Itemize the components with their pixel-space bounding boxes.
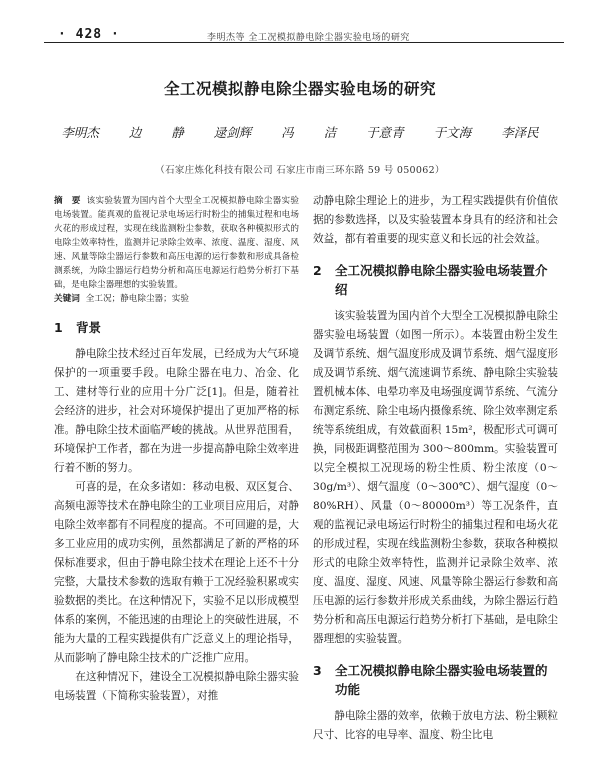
section-2-title: 全工况模拟静电除尘器实验电场装置介绍 (335, 263, 548, 297)
left-column (54, 194, 299, 706)
section-1-title: 背景 (76, 320, 102, 335)
right-column (313, 192, 558, 745)
section-1-number: 1 (54, 320, 63, 335)
author-list: 李明杰 边 静 逯剑辉 冯 洁 于意青 于文海 李泽民 (61, 125, 539, 140)
header-rule (44, 42, 564, 43)
affiliation: （石家庄炼化科技有限公司 石家庄市南三环东路 59 号 050062） (155, 165, 445, 176)
running-title: 李明杰等 全工况模拟静电除尘器实验电场的研究 (207, 33, 410, 43)
page-number: · 428 · (58, 27, 120, 42)
section-1-body (54, 345, 299, 706)
paragraph: 静电除尘技术经过百年发展，已经成为大气环境保护的一项重要手段。电除尘器在电力、冶金、化工、建材等行业的应用十分广泛[1]。但是，随着社会经济的进步，社会对环境保护提出了更加严格的标准。静电除尘技术面临严峻的挑战。从世界范围看，环境保护工作者，都在为进一步提高静电除尘效率进行着不断的努力。 (54, 348, 299, 474)
section-3-number: 3 (313, 663, 322, 678)
abstract-label: 摘 要 (54, 196, 81, 206)
abstract-text: 该实验装置为国内首个大型全工况模拟静电除尘器实验电场装置。能真观的监视记录电场运行时粉尘的捕集过程和电场火花的形成过程，实现在线监测粉尘参数，获取各种模拟形式的电除尘效率特性，监测并记录除尘效率、浓度、温度、湿度、风速、风量等除尘器运行参数和高压电源的运行参数和形成具备检测系统，为除尘器运行趋势分析和高压电源运行趋势分析打下基础，是电除尘器理想的实验装置。 (54, 196, 299, 290)
section-2-heading (313, 261, 558, 299)
section-2-number: 2 (313, 263, 322, 278)
paragraph: 该实验装置为国内首个大型全工况模拟静电除尘器实验电场装置（如图一所示）。本装置由粉尘发生及调节系统、烟气温度形成及调节系统、烟气湿度形成及调节系统、烟气流速调节系统、静电除尘实验装置机械本体、电晕功率及电场强度调节系统、气流分布测定系统、除尘电场内摄像系统、除尘效率测定系统等系统组成，有效截面积 15m²，极配形式可调可换，同极距调整范围为 300～800mm。实验装置可以完全模拟工况现场的粉尘性质、粉尘浓度（0～30g/m³）、烟气温度（0～300℃）、烟气湿度（0～80%RH）、风量（0～80000m³）等工况条件，直观的监视记录电场运行时粉尘的捕集过程和电场火花的形成过程，实现在线监测粉尘参数，获取各种模拟形式的电除尘效率特性，监测并记录除尘效率、浓度、温度、湿度、风速、风量等除尘器运行参数和高压电源的运行参数并形成关系曲线，为除尘器运行趋势分析和高压电源运行趋势分析打下基础，是电除尘器理想的实验装置。 (313, 310, 558, 645)
paragraph: 在这种情况下，建设全工况模拟静电除尘器实验电场装置（下简称实验装置），对推 (54, 671, 299, 702)
paragraph: 动静电除尘理论上的进步，为工程实践提供有价值依据的参数选择，以及实验装置本身具有的经济和社会效益，都有着重要的现实意义和长远的社会效益。 (313, 195, 558, 245)
paragraph: 静电除尘器的效率，依赖于放电方法、粉尘颗粒尺寸、比容的电导率、温度、粉尘比电 (313, 710, 558, 741)
paragraph: 可喜的是，在众多诸如：移动电极、双区复合、高频电源等技术在静电除尘的工业项目应用后，对静电除尘效率都有不同程度的提高。不可回避的是，大多工业应用的成功实例，虽然都满足了新的严格的环保标准要求，但由于静电除尘技术在理论上还不十分完整，大量技术参数的选取有赖于工况经验积累或实验数据的类比。在这种情况下，实验不足以形成模型体系的案例，不能迅速的由理论上的突破性进展，不能为大量的工程实践提供有广泛意义上的理论指导，从而影响了静电除尘技术的广泛推广应用。 (54, 481, 299, 664)
keywords-label: 关键词 (54, 294, 80, 304)
keywords (54, 292, 299, 306)
article-title: 全工况模拟静电除尘器实验电场的研究 (163, 80, 436, 98)
section-1-continued (313, 192, 558, 249)
section-2-body (313, 307, 558, 649)
section-3-body (313, 707, 558, 745)
section-3-heading (313, 661, 558, 699)
abstract (54, 194, 299, 292)
section-1-heading (54, 318, 299, 337)
keywords-text: 全工况；静电除尘器；实验 (85, 294, 189, 304)
section-3-title: 全工况模拟静电除尘器实验电场装置的功能 (335, 663, 548, 697)
running-header (0, 0, 600, 44)
